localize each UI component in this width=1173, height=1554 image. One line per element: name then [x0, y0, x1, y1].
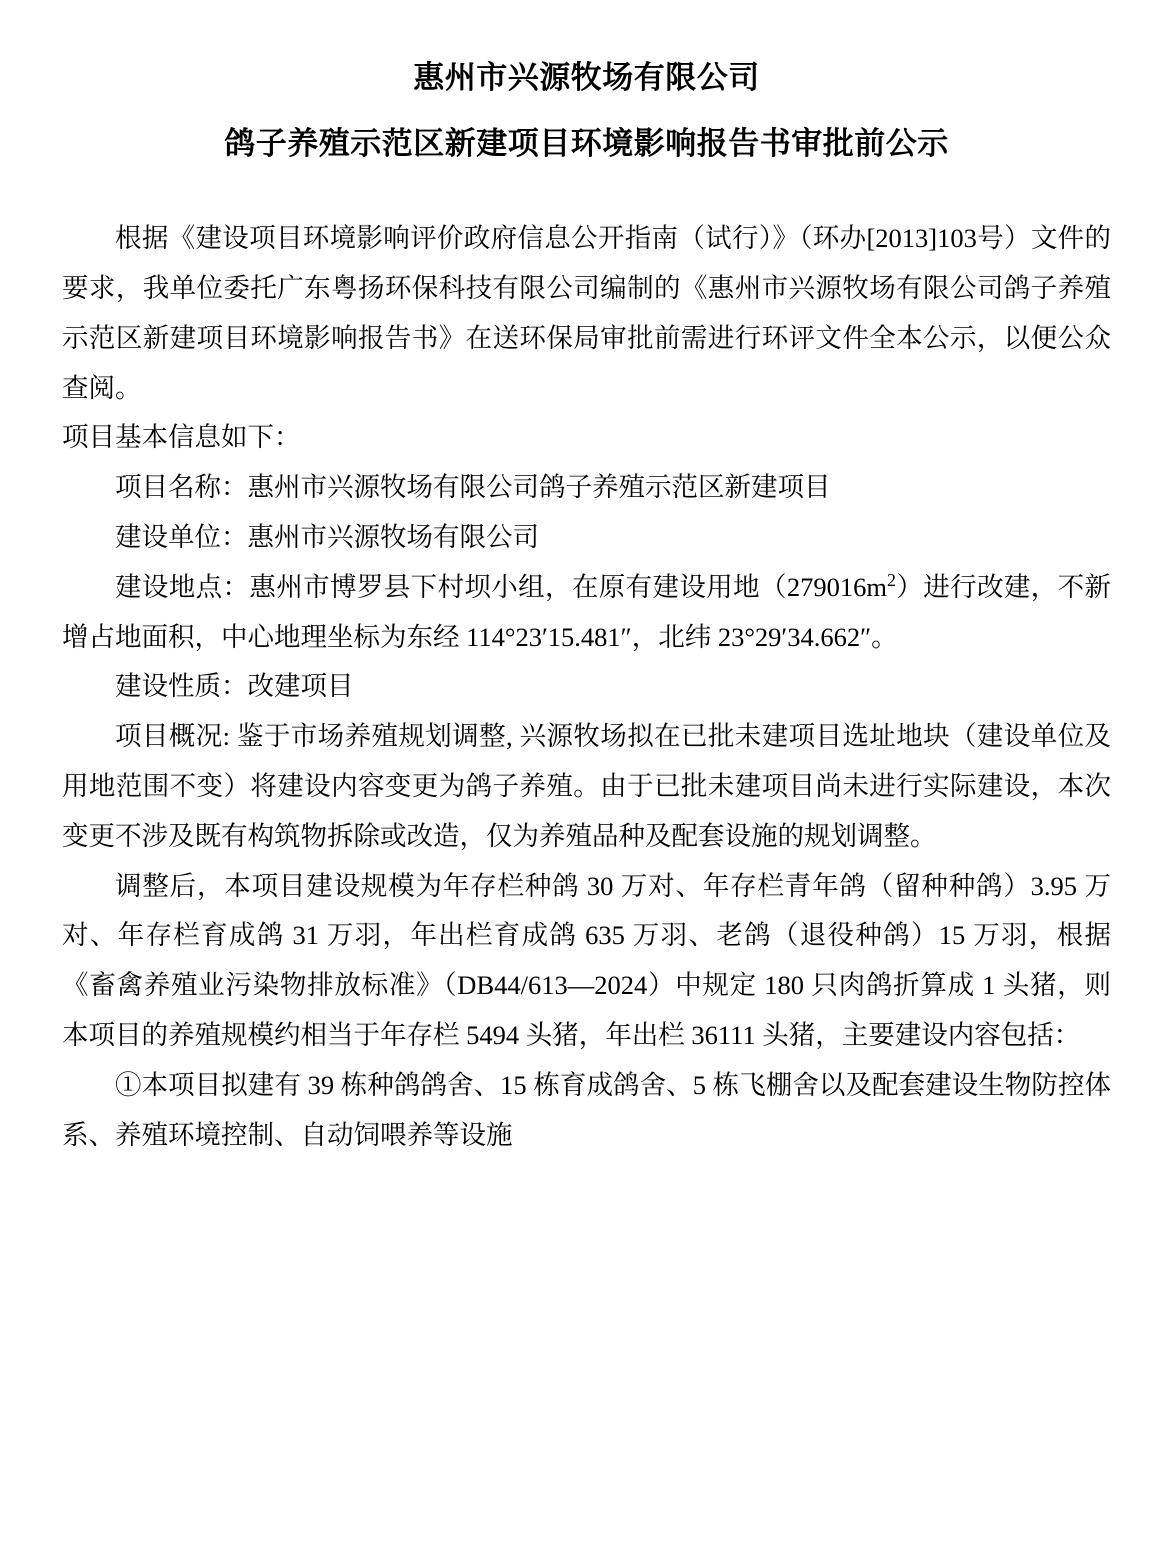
paragraph-content-item-1: ①本项目拟建有 39 栋种鸽鸽舍、15 栋育成鸽舍、5 栋飞棚舍以及配套建设生物防控体系、养殖环境控制、自动饲喂养等设施 — [62, 1069, 1111, 1150]
title-line-1: 惠州市兴源牧场有限公司 — [413, 60, 760, 95]
paragraph-basic-info-lead: 项目基本信息如下： — [62, 422, 301, 453]
paragraph-project-name: 项目名称：惠州市兴源牧场有限公司鸽子养殖示范区新建项目 — [115, 472, 831, 503]
paragraph-intro: 根据《建设项目环境影响评价政府信息公开指南（试行）》（环办[2013]103号）文件的要求，我单位委托广东粤扬环保科技有限公司编制的《惠州市兴源牧场有限公司鸽子养殖示范区新建项目环境影响报告书》在送环保局审批前需进行环评文件全本公示，以便公众查阅。 — [62, 223, 1111, 403]
document-body — [62, 214, 1111, 1160]
paragraph-construction-nature: 建设性质：改建项目 — [115, 671, 354, 702]
paragraph-construction-site: 建设地点：惠州市博罗县下村坝小组，在原有建设用地$(279016m^2)$进行改建，不新增占地面积，中心地理坐标为东经 114°23′15.481″，北纬 23°29′34.662″。 — [62, 569, 1111, 652]
paragraph-scale: 调整后，本项目建设规模为年存栏种鸽 30 万对、年存栏青年鸽（留种种鸽）3.95 万对、年存栏育成鸽 31 万羽，年出栏育成鸽 635 万羽、老鸽（退役种鸽）15 万羽，根据《畜禽养殖业污染物排放标准》（DB44/613—2024）中规定 180 只肉鸽折算成 1 头猪，则本项目的养殖规模约相当于年存栏 5494 头猪，年出栏 36111 头猪，主要建设内容包括： — [62, 870, 1111, 1051]
title-line-2: 鸽子养殖示范区新建项目环境影响报告书审批前公示 — [224, 126, 949, 162]
paragraph-project-overview: 项目概况: 鉴于市场养殖规划调整, 兴源牧场拟在已批未建项目选址地块（建设单位及用地范围不变）将建设内容变更为鸽子养殖。由于已批未建项目尚未进行实际建设，本次变更不涉及既有构筑物拆除或改造，仅为养殖品种及配套设施的规划调整。 — [62, 721, 1111, 851]
page-title — [62, 54, 1111, 168]
paragraph-construction-unit: 建设单位：惠州市兴源牧场有限公司 — [115, 521, 539, 552]
